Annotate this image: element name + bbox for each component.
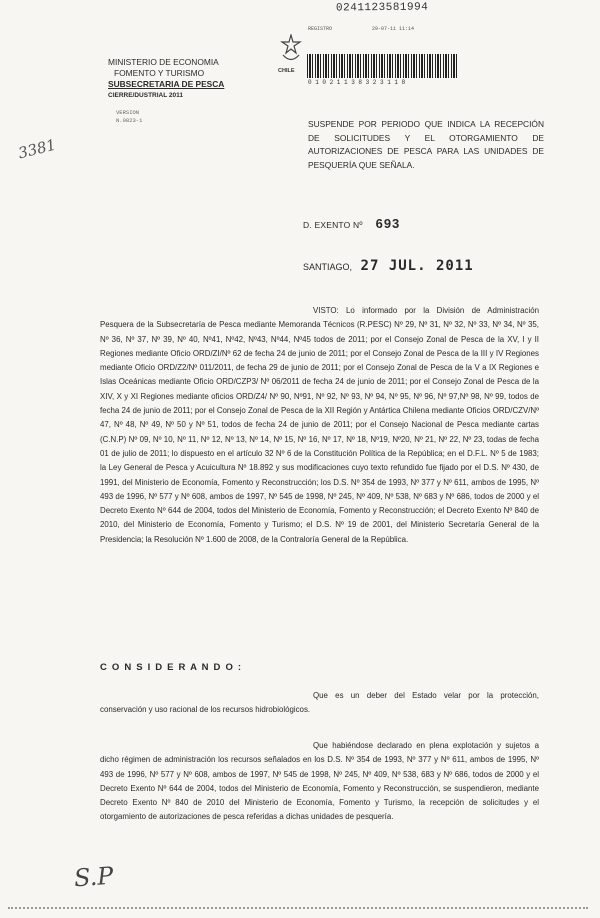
ministry-line-1: MINISTERIO DE ECONOMIA [108,57,219,67]
ministry-header [108,57,224,101]
footer-dotted-line [8,907,588,909]
ministry-line-3: SUBSECRETARIA DE PESCA [108,79,225,89]
santiago-label: SANTIAGO, [303,262,353,272]
handwritten-initials: S.P [73,861,115,893]
decree-date: 27 JUL. 2011 [360,258,474,274]
stamp-datetime: 29-07-11 11:14 [372,26,415,32]
barcode [307,54,457,78]
decree-label: D. EXENTO Nº [303,220,363,230]
decree-number: 693 [375,216,401,231]
considerando-heading: C O N S I D E R A N D O : [100,662,243,673]
decree-summary: SUSPENDE POR PERIODO QUE INDICA LA RECEPCIÓN DE SOLICITUDES Y EL OTORGAMIENTO DE AUTORIZACIONES DE PESCA PARA LAS UNIDADES DE PESQUERÍA QUE SEÑALA. [308,119,544,170]
chile-label: CHILE [278,68,295,74]
visto-paragraph: VISTO: Lo informado por la División de Administración Pesquera de la Subsecretaría de Pesca mediante Memoranda Técnicos (R.PESC) Nº 29, Nº 31, Nº 32, Nº 33, Nº 34, Nº 35, Nº 36, Nº 37, Nº 39, Nº 40, Nº41, Nº42, Nº43, Nº44, Nº45 todos de 2011; por el Consejo Zonal de Pesca de la XV, I y II Regiones mediante Oficio ORD/ZI/Nº 62 de fecha 24 de junio de 2011; por el Consejo Zonal de Pesca de la III y IV Regiones mediante Oficio ORD/Z2/Nº 011/2011, de fecha 29 de junio de 2011; por el Consejo Zonal de Pesca de la V a IX Regiones e Islas Oceánicas mediante Oficio ORD/CZP3/ Nº 06/2011 de fecha 24 de junio de 2011; por el Consejo Zonal de Pesca de la XIV, X y XI Regiones mediante oficios ORD/Z4/ Nº 90, Nº91, Nº 92, Nº 93, Nº 94, Nº 95, Nº 96, Nº 97,Nº 98, Nº 99, todos de fecha 24 de junio de 2011; por el Consejo Zonal de Pesca de la XII Región y Antártica Chilena mediante Oficios ORD/CZV/Nº 47, Nº 48, Nº 49, Nº 50 y Nº 51, todos de fecha 24 de junio de 2011; por el Consejo Nacional de Pesca mediante cartas (C.N.P) Nº 09, Nº 10, Nº 11, Nº 12, Nº 13, Nº 14, Nº 15, Nº 16, Nº 17, Nº 18, Nº19, Nº20, Nº 21, Nº 22, Nº 23, todas de fecha 01 de julio de 2011; lo dispuesto en el artículo 32 Nº 6 de la Constitución Política de la República; en el D.F.L. Nº 5 de 1983; la Ley General de Pesca y Acuicultura Nº 18.892 y sus modificaciones cuyo texto refundido fue fijado por el D.S. Nº 430, de 1991, del Ministerio de Economía, Fomento y Reconstrucción; los D.S. Nº 354 de 1993, Nº 377 y Nº 611, ambos de 1995, Nº 493 de 1996, Nº 577 y Nº 608, ambos de 1997, Nº 545 de 1998, Nº 245, Nº 409, Nº 538, Nº 683 y Nº 686, todos de 2000 y el Decreto Exento Nº 644 de 2004, todos del Ministerio de Economía, Fomento y Reconstrucción; el Decreto Exento Nº 840 de 2010, del Ministerio de Economía, Fomento y Turismo; el D.S. Nº 19 de 2001, del Ministerio Secretaría General de la Presidencia; la Resolución Nº 1.600 de 2008, de la Contraloría General de la República. [100,306,539,544]
handwritten-number: 3381 [16,135,58,163]
santiago-date-line [303,258,474,274]
version-stamp-line-1: VERSION [116,109,140,116]
considerando-paragraph-2: Que habiéndose declarado en plena explotación y sujetos a dicho régimen de administración los recursos señalados en los D.S. Nº 354 de 1993, Nº 377 y Nº 611, ambos de 1995, Nº 493 de 1996, Nº 577 y Nº 608, ambos de 1997, Nº 545 de 1998, Nº 245, Nº 409, Nº 538, 683 y Nº 686, todos de 2000 y el Decreto Exento Nº 644 de 2004, todos del Ministerio de Economía, Fomento y Reconstrucción, se suspendieron, mediante Decreto Exento Nº 840 de 2010 del Ministerio de Economía, Fomento y Turismo, la recepción de solicitudes y el otorgamiento de autorizaciones de pesca referidas a dichas unidades de pesquería. [100,741,539,822]
registry-stamp-area [280,22,465,102]
ministry-line-2: FOMENTO Y TURISMO [114,68,205,78]
version-stamp [116,109,142,125]
version-stamp-line-2: N.0823-1 [116,117,143,124]
ministry-line-4: CIERRE/DUSTRIAL 2011 [108,92,184,99]
considerando-paragraph-1: Que es un deber del Estado velar por la protección, conservación y uso racional de los recursos hidrobiológicos. [100,691,539,715]
stamp-registry-label: REGISTRO [308,26,333,32]
barcode-digits: 0 1 0 2 1 1 3 8 3 2 3 1 1 8 [308,79,406,86]
top-barcode-number: 0241123581994 [335,1,429,15]
decree-number-line [303,216,400,231]
chile-emblem-icon [280,34,302,64]
